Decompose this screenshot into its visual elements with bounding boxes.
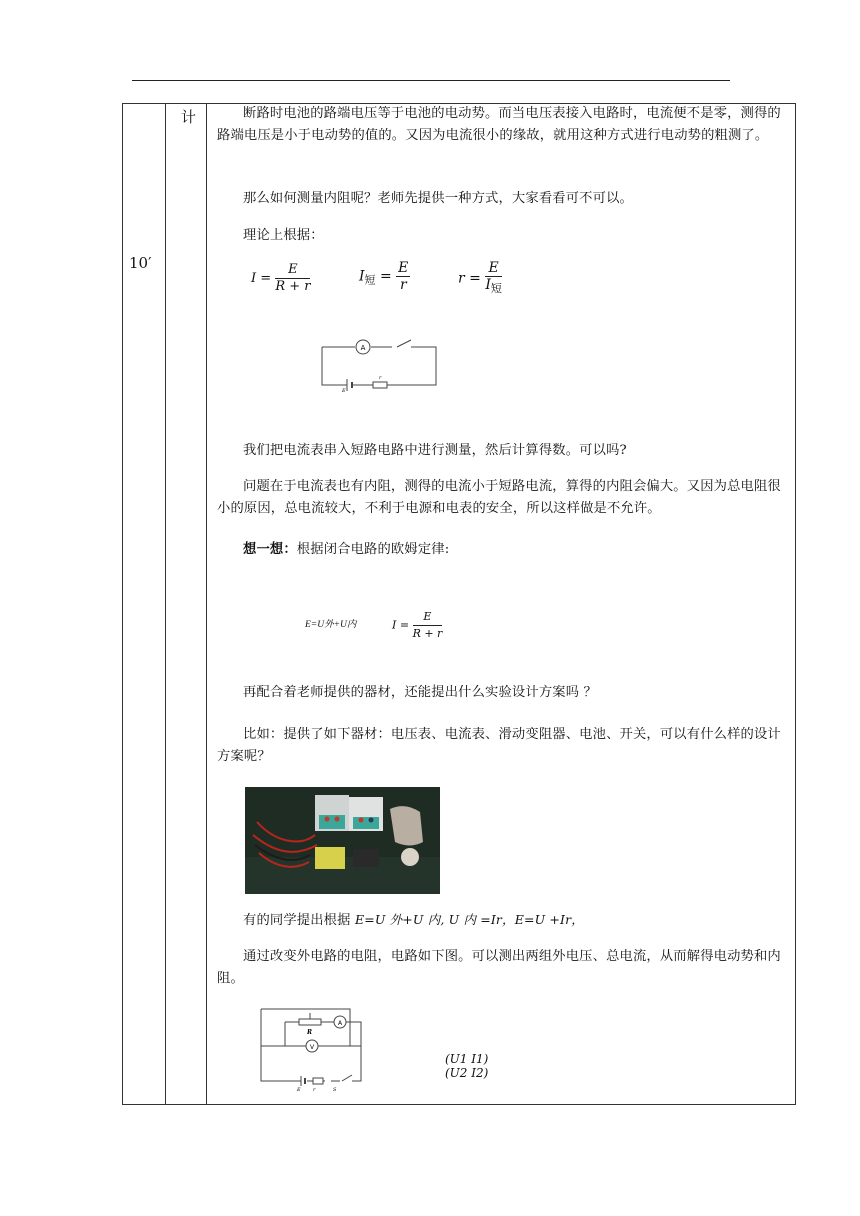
student-formula: E=U 外+U 内, U 内 =Ir，E=U +Ir， xyxy=(354,912,584,927)
formula-resistance: r = $\frac{E}{I_短}$ xyxy=(458,260,502,295)
formula-short-current: $I_短$ = $\frac{E}{r}$ xyxy=(359,260,409,293)
column-divider xyxy=(165,104,166,1104)
formula-emf-sum: E=U外+U内 xyxy=(305,620,357,630)
paragraph-problem: 问题在于电流表也有内阻，测得的电流小于短路电流，算得的内阻会偏大。又因为总电阻很小的原因，总电流较大，不利于电源和电表的安全，所以这样做是不允许。 xyxy=(217,479,781,516)
measurement-pairs xyxy=(445,1052,488,1080)
paragraph-ammeter-question: 我们把电流表串入短路电路中进行测量，然后计算得数。可以吗? xyxy=(243,443,627,458)
formula-closed-circuit: I = $\frac{E}{R + r}$ xyxy=(392,610,443,640)
header-rule xyxy=(132,80,730,81)
resistor-label: r xyxy=(379,375,382,381)
paragraph-equipment: 比如：提供了如下器材：电压表、电流表、滑动变阻器、电池、开关，可以有什么样的设计方案呢？ xyxy=(217,727,781,764)
paragraph-change-resistance: 通过改变外电路的电阻，电路如下图。可以测出两组外电压、总电流，从而解得电动势和内阻。 xyxy=(217,949,781,986)
paragraph-student-formula: 有的同学提出根据 E=U 外+U 内, U 内 =Ir，E=U +Ir， xyxy=(243,912,584,928)
pair-row-1: (U1 I1) xyxy=(445,1052,489,1066)
think-label: 想一想： xyxy=(243,542,297,557)
battery-label: E xyxy=(342,388,346,394)
formula-current: I = $\frac{E}{R + r}$ xyxy=(251,262,311,294)
time-cell: 10′ xyxy=(129,254,152,272)
stage-cell: 计 xyxy=(181,108,197,126)
ammeter2-label: A xyxy=(337,1020,343,1027)
paragraph-internal-resistance: 那么如何测量内阻呢？老师先提供一种方式，大家看看可不可以。 xyxy=(243,191,633,206)
battery2-label: E xyxy=(297,1087,301,1092)
ammeter-label: A xyxy=(360,344,366,352)
voltmeter-label: V xyxy=(309,1044,315,1051)
content-cell xyxy=(207,104,797,1106)
paragraph-theory: 理论上根据： xyxy=(243,228,324,243)
measurement-circuit-diagram xyxy=(255,1004,375,1092)
paragraph-voltage-measure: 断路时电池的路端电压等于电池的电动势。而当电压表接入电路时，电流便不是零，测得的路端电压是小于电动势的值的。又因为电流很小的缘故，就用这种方式进行电动势的粗测了。 xyxy=(217,106,781,143)
resistor2-label: r xyxy=(313,1087,316,1092)
short-circuit-diagram xyxy=(317,336,443,394)
pair-row-2: (U2 I2) xyxy=(445,1066,489,1080)
switch-label: S xyxy=(333,1087,337,1092)
rheostat-label: R xyxy=(307,1029,312,1036)
paragraph-design-question: 再配合着老师提供的器材，还能提出什么实验设计方案吗 ？ xyxy=(243,685,597,700)
equipment-photo xyxy=(245,787,440,894)
lesson-table xyxy=(122,103,796,1105)
paragraph-think: 想一想：根据闭合电路的欧姆定律: xyxy=(243,542,450,557)
